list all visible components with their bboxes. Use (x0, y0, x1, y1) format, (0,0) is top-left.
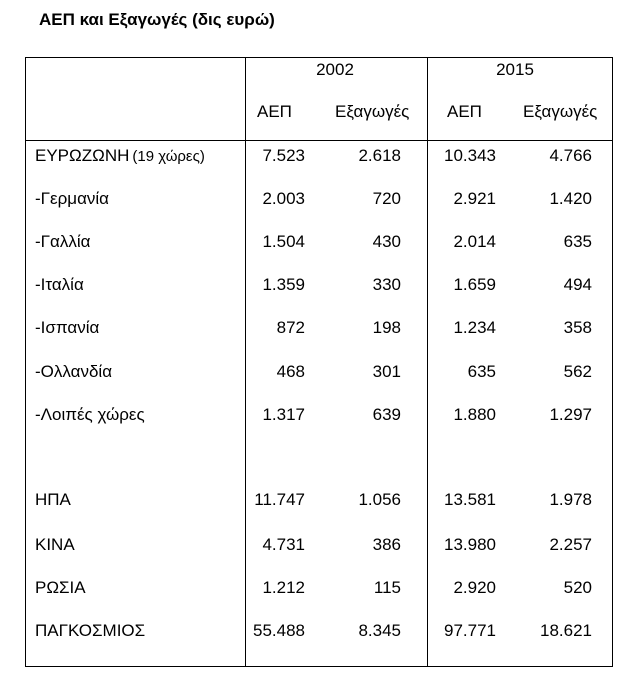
row-label: ΡΩΣΙΑ (35, 578, 86, 597)
cell-exp2015: 494 (563, 275, 592, 294)
cell-gdp2002: 1.212 (262, 578, 305, 597)
cell-gdp2015: 13.581 (444, 490, 496, 509)
row-label: ΗΠΑ (35, 490, 71, 509)
gdp-2015-header: ΑΕΠ (447, 102, 482, 121)
cell-exp2015: 358 (563, 318, 592, 337)
cell-exp2015: 1.420 (549, 189, 592, 208)
cell-exp2002: 639 (372, 405, 401, 424)
cell-gdp2015: 1.234 (453, 318, 496, 337)
cell-gdp2002: 1.504 (262, 232, 305, 251)
cell-gdp2015: 1.659 (453, 275, 496, 294)
cell-exp2015: 562 (563, 362, 592, 381)
cell-gdp2002: 11.747 (254, 490, 305, 509)
cell-gdp2015: 635 (467, 362, 496, 381)
exports-2015-header: Εξαγωγές (523, 102, 598, 121)
exports-2002-header: Εξαγωγές (335, 102, 410, 121)
row-label: -Λοιπές χώρες (35, 405, 145, 424)
cell-exp2015: 1.297 (549, 405, 592, 424)
row-label: -Ισπανία (35, 318, 100, 337)
row-label (35, 146, 205, 167)
cell-exp2002: 115 (373, 578, 401, 597)
cell-gdp2002: 4.731 (262, 535, 305, 554)
cell-gdp2015: 1.880 (453, 405, 496, 424)
row-label: ΠΑΓΚΟΣΜΙΟΣ (35, 621, 146, 640)
row-label-suffix: (19 χώρες) (132, 148, 205, 165)
row-label: -Ιταλία (35, 275, 84, 294)
cell-gdp2015: 2.014 (453, 232, 496, 251)
header-divider (25, 140, 613, 141)
cell-gdp2015: 97.771 (444, 621, 496, 640)
cell-exp2002: 2.618 (358, 146, 401, 165)
cell-gdp2002: 55.488 (253, 621, 305, 640)
cell-exp2015: 4.766 (549, 146, 592, 165)
cell-gdp2002: 7.523 (262, 146, 305, 165)
row-label: -Ολλανδία (35, 362, 113, 381)
cell-exp2002: 8.345 (358, 621, 401, 640)
cell-exp2002: 1.056 (358, 490, 401, 509)
row-label: -Γερμανία (35, 189, 110, 208)
row-label: ΚΙΝΑ (35, 535, 75, 554)
cell-exp2015: 2.257 (549, 535, 592, 554)
cell-exp2002: 301 (372, 362, 401, 381)
cell-gdp2015: 2.921 (453, 189, 496, 208)
cell-gdp2002: 1.359 (262, 275, 305, 294)
cell-gdp2015: 13.980 (444, 535, 496, 554)
year-2002-header: 2002 (316, 60, 354, 79)
cell-exp2015: 18.621 (540, 621, 592, 640)
cell-gdp2002: 872 (276, 318, 305, 337)
row-label-text: ΕΥΡΩΖΩΝΗ (35, 146, 130, 165)
cell-exp2015: 635 (563, 232, 592, 251)
cell-exp2002: 198 (372, 318, 401, 337)
cell-exp2002: 720 (372, 189, 401, 208)
cell-exp2002: 386 (372, 535, 401, 554)
cell-gdp2015: 10.343 (444, 146, 496, 165)
cell-gdp2002: 1.317 (262, 405, 305, 424)
row-label: -Γαλλία (35, 232, 91, 251)
gdp-2002-header: ΑΕΠ (257, 102, 292, 121)
cell-exp2015: 1.978 (549, 490, 592, 509)
cell-exp2015: 520 (563, 578, 592, 597)
cell-gdp2002: 468 (276, 362, 305, 381)
cell-gdp2015: 2.920 (453, 578, 496, 597)
page-title: ΑΕΠ και Εξαγωγές (δις ευρώ) (39, 10, 275, 29)
cell-exp2002: 330 (372, 275, 401, 294)
year-2015-header: 2015 (496, 60, 534, 79)
cell-exp2002: 430 (372, 232, 401, 251)
cell-gdp2002: 2.003 (262, 189, 305, 208)
